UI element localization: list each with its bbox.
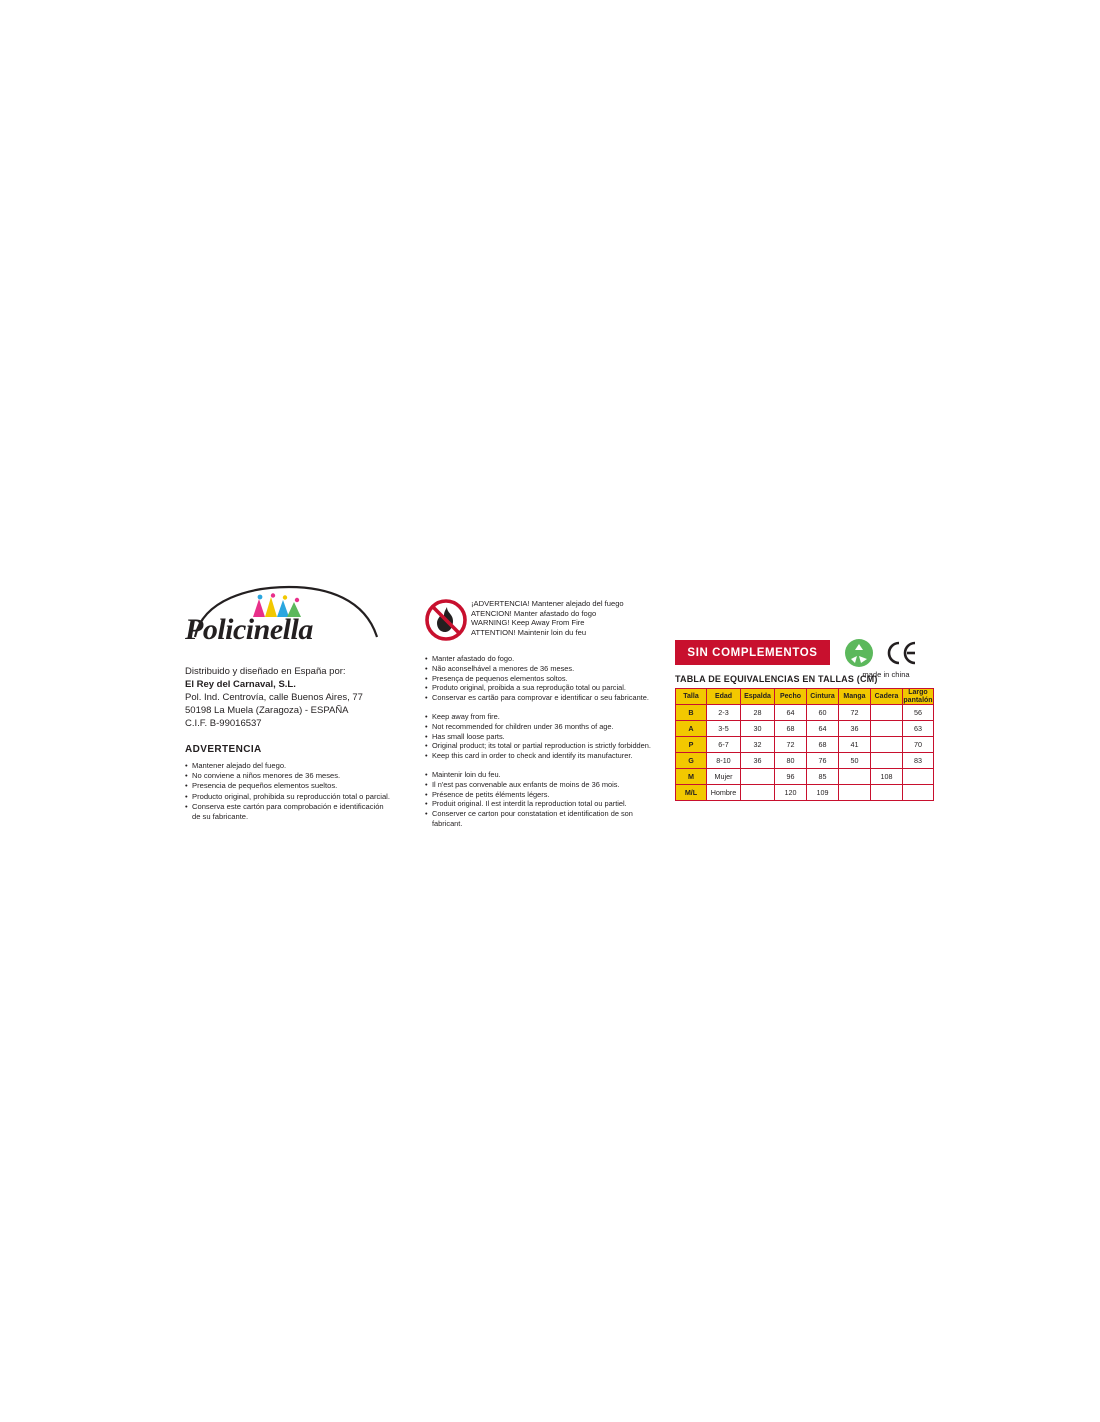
list-item: • Original product; its total or partial reproduction is strictly forbidden. bbox=[425, 741, 655, 751]
cell-pecho: 120 bbox=[775, 785, 807, 801]
cell-manga bbox=[839, 785, 871, 801]
cell-manga: 41 bbox=[839, 737, 871, 753]
column-header: Espalda bbox=[741, 689, 775, 705]
list-item: • Has small loose parts. bbox=[425, 732, 655, 742]
table-row bbox=[676, 769, 934, 785]
warning-block-pt bbox=[425, 654, 655, 703]
multilingual-warning-column bbox=[425, 599, 655, 829]
warning-header-lines bbox=[471, 599, 624, 637]
cell-cintura: 64 bbox=[807, 721, 839, 737]
cell-cadera bbox=[871, 705, 903, 721]
cell-cadera: 108 bbox=[871, 769, 903, 785]
cell-pecho: 80 bbox=[775, 753, 807, 769]
cell-talla: M/L bbox=[676, 785, 707, 801]
column-header: Talla bbox=[676, 689, 707, 705]
cell-talla: G bbox=[676, 753, 707, 769]
cell-espalda: 30 bbox=[741, 721, 775, 737]
warning-block-en bbox=[425, 712, 655, 761]
list-item: • Presencia de pequeños elementos sueltos. bbox=[185, 781, 420, 791]
list-item: • Conservar es cartão para comprovar e identificar o seu fabricante. bbox=[425, 693, 655, 703]
cell-cadera bbox=[871, 785, 903, 801]
list-item: • Mantener alejado del fuego. bbox=[185, 761, 420, 771]
brand-logo bbox=[185, 585, 385, 655]
warning-line-fr: ATTENTION! Maintenir loin du feu bbox=[471, 627, 587, 637]
cell-espalda: 28 bbox=[741, 705, 775, 721]
cell-manga: 72 bbox=[839, 705, 871, 721]
list-item: • Manter afastado do fogo. bbox=[425, 654, 655, 664]
cell-talla: B bbox=[676, 705, 707, 721]
cell-pecho: 72 bbox=[775, 737, 807, 753]
cell-talla: A bbox=[676, 721, 707, 737]
cell-largo: 63 bbox=[903, 721, 934, 737]
cell-cadera bbox=[871, 737, 903, 753]
list-item: • Producto original, prohibida su reproducción total o parcial. bbox=[185, 792, 420, 802]
cell-largo: 56 bbox=[903, 705, 934, 721]
cell-edad: Mujer bbox=[707, 769, 741, 785]
table-header-row bbox=[676, 689, 934, 705]
no-fire-icon bbox=[425, 599, 467, 641]
cell-edad: Hombre bbox=[707, 785, 741, 801]
list-item: • Conserva este cartón para comprobación e identificación bbox=[185, 802, 420, 812]
cell-manga: 36 bbox=[839, 721, 871, 737]
table-row bbox=[676, 753, 934, 769]
cell-edad: 2-3 bbox=[707, 705, 741, 721]
product-info-card bbox=[185, 585, 945, 845]
cell-edad: 6-7 bbox=[707, 737, 741, 753]
size-table-column bbox=[675, 640, 943, 801]
table-row bbox=[676, 737, 934, 753]
brand-and-warning-column bbox=[185, 585, 420, 822]
column-header: Manga bbox=[839, 689, 871, 705]
column-header: Largo pantalón bbox=[903, 689, 933, 704]
warning-line-pt: ATENCION! Manter afastado do fogo bbox=[471, 608, 597, 618]
ce-mark-icon bbox=[883, 639, 919, 667]
list-item: • Conserver ce carton pour constatation et identification de son bbox=[425, 809, 655, 819]
certification-badges bbox=[843, 637, 943, 679]
list-item: • Keep this card in order to check and identify its manufacturer. bbox=[425, 751, 655, 761]
list-item: • Not recommended for children under 36 months of age. bbox=[425, 722, 655, 732]
column-header: Edad bbox=[707, 689, 741, 705]
table-row bbox=[676, 705, 934, 721]
list-item: • Maintenir loin du feu. bbox=[425, 770, 655, 780]
distributor-intro: Distribuido y diseñado en España por: bbox=[185, 666, 346, 677]
list-item: • Présence de petits éléments légers. bbox=[425, 790, 655, 800]
cell-cadera bbox=[871, 753, 903, 769]
advertencia-list bbox=[185, 761, 420, 822]
advertencia-title: ADVERTENCIA bbox=[185, 744, 262, 755]
cell-manga: 50 bbox=[839, 753, 871, 769]
cell-cintura: 60 bbox=[807, 705, 839, 721]
cell-manga bbox=[839, 769, 871, 785]
distributor-company: El Rey del Carnaval, S.L. bbox=[185, 679, 296, 690]
distributor-cif: C.I.F. B-99016537 bbox=[185, 718, 262, 729]
column-header: Pecho bbox=[775, 689, 807, 705]
cell-cadera bbox=[871, 721, 903, 737]
list-item: • Il n'est pas convenable aux enfants de moins de 36 mois. bbox=[425, 780, 655, 790]
cell-espalda bbox=[741, 769, 775, 785]
table-row bbox=[676, 721, 934, 737]
cell-pecho: 96 bbox=[775, 769, 807, 785]
cell-edad: 8-10 bbox=[707, 753, 741, 769]
list-item: • Não aconselhável a menores de 36 meses. bbox=[425, 664, 655, 674]
list-item: • Presença de pequenos elementos soltos. bbox=[425, 674, 655, 684]
made-in-china-label: made in china bbox=[862, 670, 910, 679]
size-table bbox=[675, 688, 934, 801]
warning-line-en: WARNING! Keep Away From Fire bbox=[471, 618, 585, 628]
cell-largo bbox=[903, 785, 934, 801]
list-item: de su fabricante. bbox=[192, 812, 249, 822]
list-item: fabricant. bbox=[432, 818, 463, 828]
cell-cintura: 109 bbox=[807, 785, 839, 801]
list-item: • Produit original. Il est interdit la reproduction total ou partiel. bbox=[425, 799, 655, 809]
cell-cintura: 68 bbox=[807, 737, 839, 753]
warning-header bbox=[425, 599, 655, 645]
distributor-address2: 50198 La Muela (Zaragoza) - ESPAÑA bbox=[185, 705, 349, 716]
cell-espalda bbox=[741, 785, 775, 801]
size-table-title: TABLA DE EQUIVALENCIAS EN TALLAS (CM) bbox=[675, 674, 878, 684]
cell-pecho: 64 bbox=[775, 705, 807, 721]
cell-edad: 3-5 bbox=[707, 721, 741, 737]
distributor-address1: Pol. Ind. Centrovía, calle Buenos Aires, 77 bbox=[185, 692, 363, 703]
warning-block-fr bbox=[425, 770, 655, 829]
cell-cintura: 76 bbox=[807, 753, 839, 769]
status-badge: SIN COMPLEMENTOS bbox=[675, 640, 830, 665]
brand-wordmark: Policinella bbox=[185, 613, 313, 646]
list-item: • No conviene a niños menores de 36 meses. bbox=[185, 771, 420, 781]
recycle-icon bbox=[843, 637, 875, 669]
column-header: Cintura bbox=[807, 689, 839, 705]
cell-cintura: 85 bbox=[807, 769, 839, 785]
cell-talla: P bbox=[676, 737, 707, 753]
cell-largo bbox=[903, 769, 934, 785]
column-header: Cadera bbox=[871, 689, 903, 705]
cell-largo: 70 bbox=[903, 737, 934, 753]
table-row bbox=[676, 785, 934, 801]
cell-largo: 83 bbox=[903, 753, 934, 769]
cell-pecho: 68 bbox=[775, 721, 807, 737]
list-item: • Produto original, proibida a sua reprodução total ou parcial. bbox=[425, 683, 655, 693]
cell-espalda: 32 bbox=[741, 737, 775, 753]
warning-line-es: ¡ADVERTENCIA! Mantener alejado del fuego bbox=[471, 599, 624, 608]
cell-talla: M bbox=[676, 769, 707, 785]
list-item: • Keep away from fire. bbox=[425, 712, 655, 722]
distributor-block bbox=[185, 665, 420, 730]
cell-espalda: 36 bbox=[741, 753, 775, 769]
